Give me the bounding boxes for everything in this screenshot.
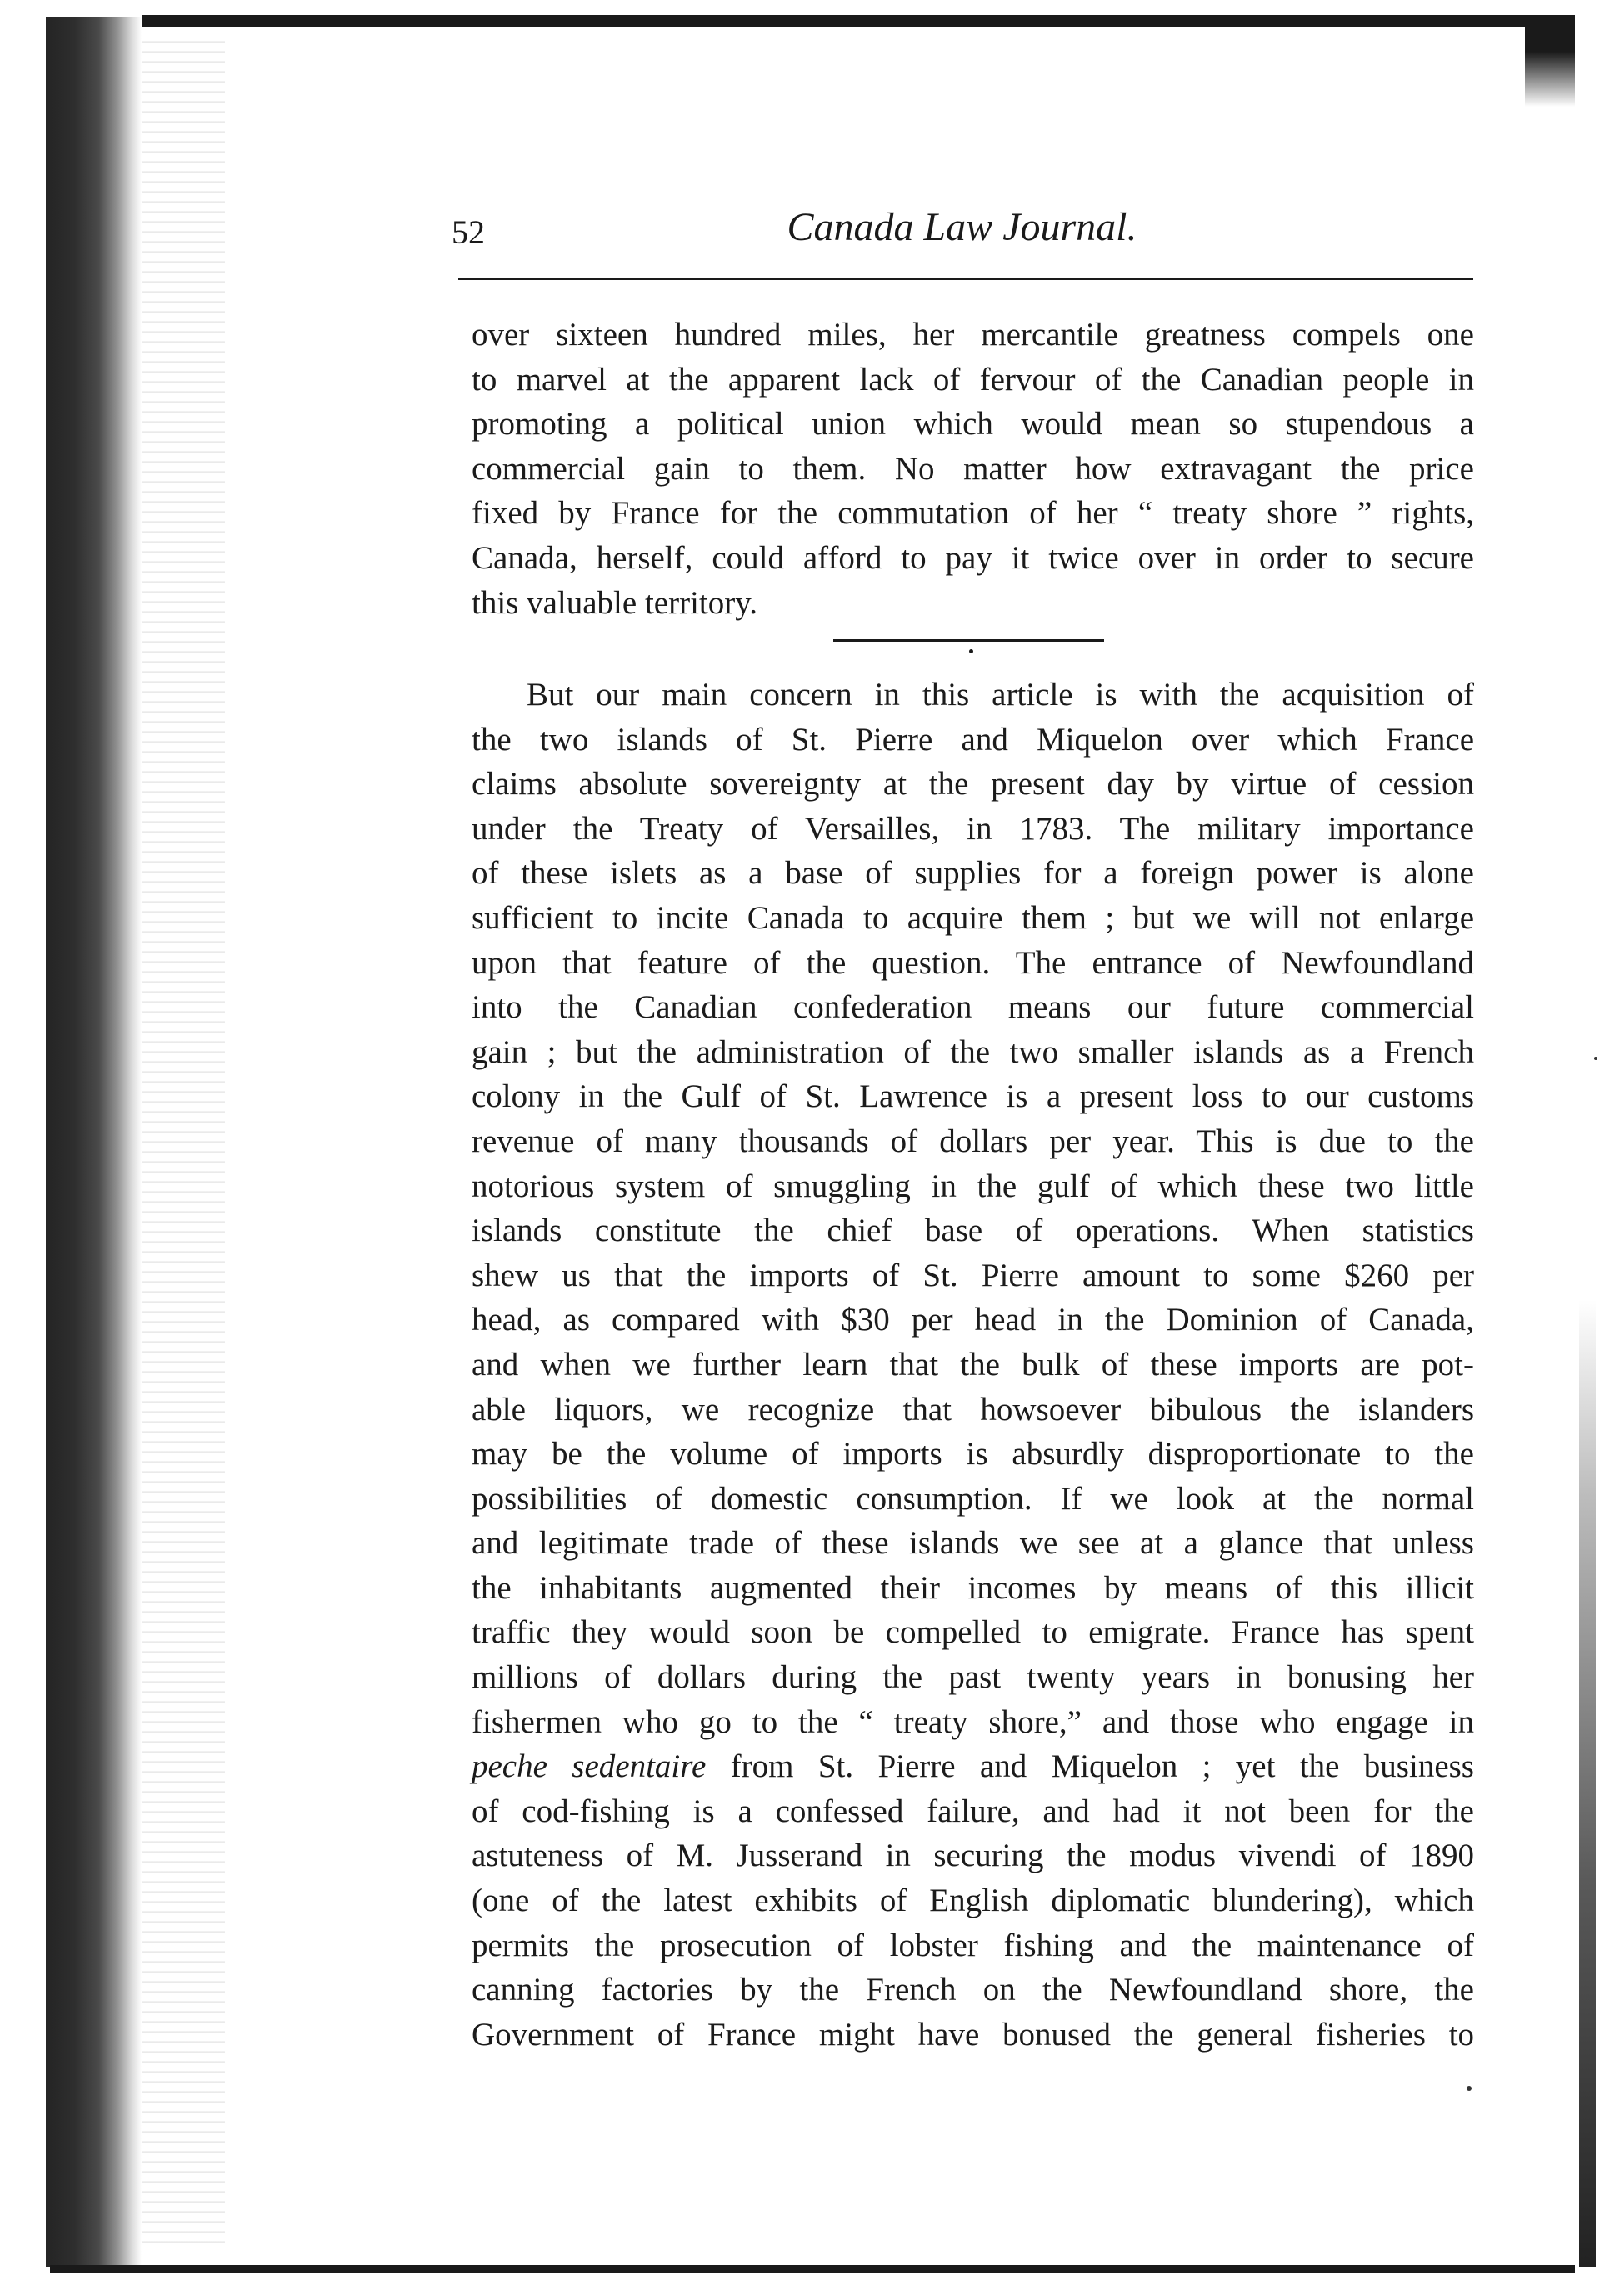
text-line: over sixteen hundred miles, her mercantile greatness compels one [472, 317, 1474, 353]
scan-corner-shadow [1525, 15, 1575, 107]
text-line: the inhabitants augmented their incomes by means of this illicit [472, 1569, 1474, 1606]
text-line: upon that feature of the question. The entrance of Newfoundland [472, 944, 1474, 981]
text-line: and when we further learn that the bulk of these imports are pot- [472, 1346, 1474, 1383]
text-line: millions of dollars during the past twenty years in bonusing her [472, 1659, 1474, 1696]
text-line: may be the volume of imports is absurdly disproportionate to the [472, 1436, 1474, 1473]
scan-speck [1594, 1057, 1597, 1060]
text-line-remainder: from St. Pierre and Miquelon ; yet the business [730, 1748, 1474, 1785]
text-line: (one of the latest exhibits of English diplomatic blundering), which [472, 1883, 1474, 1919]
text-line: shew us that the imports of St. Pierre amount to some $260 per [472, 1257, 1474, 1293]
text-line: canning factories by the French on the Newfoundland shore, the [472, 1972, 1474, 2008]
text-line: colony in the Gulf of St. Lawrence is a present loss to our customs [472, 1078, 1474, 1115]
text-line: of these islets as a base of supplies for a foreign power is alone [472, 855, 1474, 892]
text-line: sufficient to incite Canada to acquire them ; but we will not enlarge [472, 899, 1474, 936]
page-header [452, 204, 1472, 279]
text-line: fixed by France for the commutation of her “ treaty shore ” rights, [472, 495, 1474, 532]
scan-top-border [142, 15, 1575, 27]
paragraph-1 [472, 313, 1474, 625]
text-line: able liquors, we recognize that howsoever bibulous the islanders [472, 1391, 1474, 1428]
text-line: But our main concern in this article is with the acquisition of [527, 677, 1474, 713]
text-line: head, as compared with $30 per head in the Dominion of Canada, [472, 1302, 1474, 1338]
text-line: claims absolute sovereignty at the present day by virtue of cession [472, 766, 1474, 803]
text-line: and legitimate trade of these islands we see at a glance that unless [472, 1525, 1474, 1562]
italic-foreign-phrase: peche sedentaire [472, 1748, 707, 1785]
paragraph-2 [472, 673, 1474, 2057]
running-title: Canada Law Journal. [787, 205, 1137, 249]
text-line: commercial gain to them. No matter how extravagant the price [472, 450, 1474, 487]
binding-texture [142, 33, 225, 2250]
text-line: of cod-fishing is a confessed failure, and had it not been for the [472, 1793, 1474, 1829]
text-line: under the Treaty of Versailles, in 1783. The military importance [472, 810, 1474, 847]
text-line: Canada, herself, could afford to pay it twice over in order to secure [472, 539, 1474, 576]
text-line: islands constitute the chief base of operations. When statistics [472, 1213, 1474, 1249]
scan-speck [1467, 2086, 1472, 2091]
text-line: gain ; but the administration of the two smaller islands as a French [472, 1033, 1474, 1070]
section-separator-dot [969, 649, 973, 653]
text-line: into the Canadian confederation means our future commercial [472, 989, 1474, 1026]
text-line: astuteness of M. Jusserand in securing the modus vivendi of 1890 [472, 1838, 1474, 1874]
text-line: to marvel at the apparent lack of fervour of the Canadian people in [472, 361, 1474, 398]
text-line: the two islands of St. Pierre and Miquelon over which France [472, 721, 1474, 758]
text-line: this valuable territory. [472, 584, 757, 621]
text-line: revenue of many thousands of dollars per year. This is due to the [472, 1123, 1474, 1159]
text-line: promoting a political union which would mean so stupendous a [472, 406, 1474, 443]
text-line: possibilities of domestic consumption. If we look at the normal [472, 1480, 1474, 1517]
scan-bottom-border [50, 2265, 1575, 2273]
header-rule [458, 278, 1473, 280]
text-line: fishermen who go to the “ treaty shore,” and those who engage in [472, 1703, 1474, 1740]
text-line: permits the prosecution of lobster fishing and the maintenance of [472, 1927, 1474, 1963]
text-line-with-italic [472, 1744, 1474, 1789]
scan-right-edge-shadow [1579, 1300, 1596, 2267]
section-separator-rule [833, 639, 1104, 642]
text-line: Government of France might have bonused the general fisheries to [472, 2016, 1474, 2053]
page-number: 52 [452, 213, 485, 251]
text-line: traffic they would soon be compelled to emigrate. France has spent [472, 1614, 1474, 1651]
text-line: notorious system of smuggling in the gulf of which these two little [472, 1168, 1474, 1204]
binding-shadow [46, 17, 142, 2267]
